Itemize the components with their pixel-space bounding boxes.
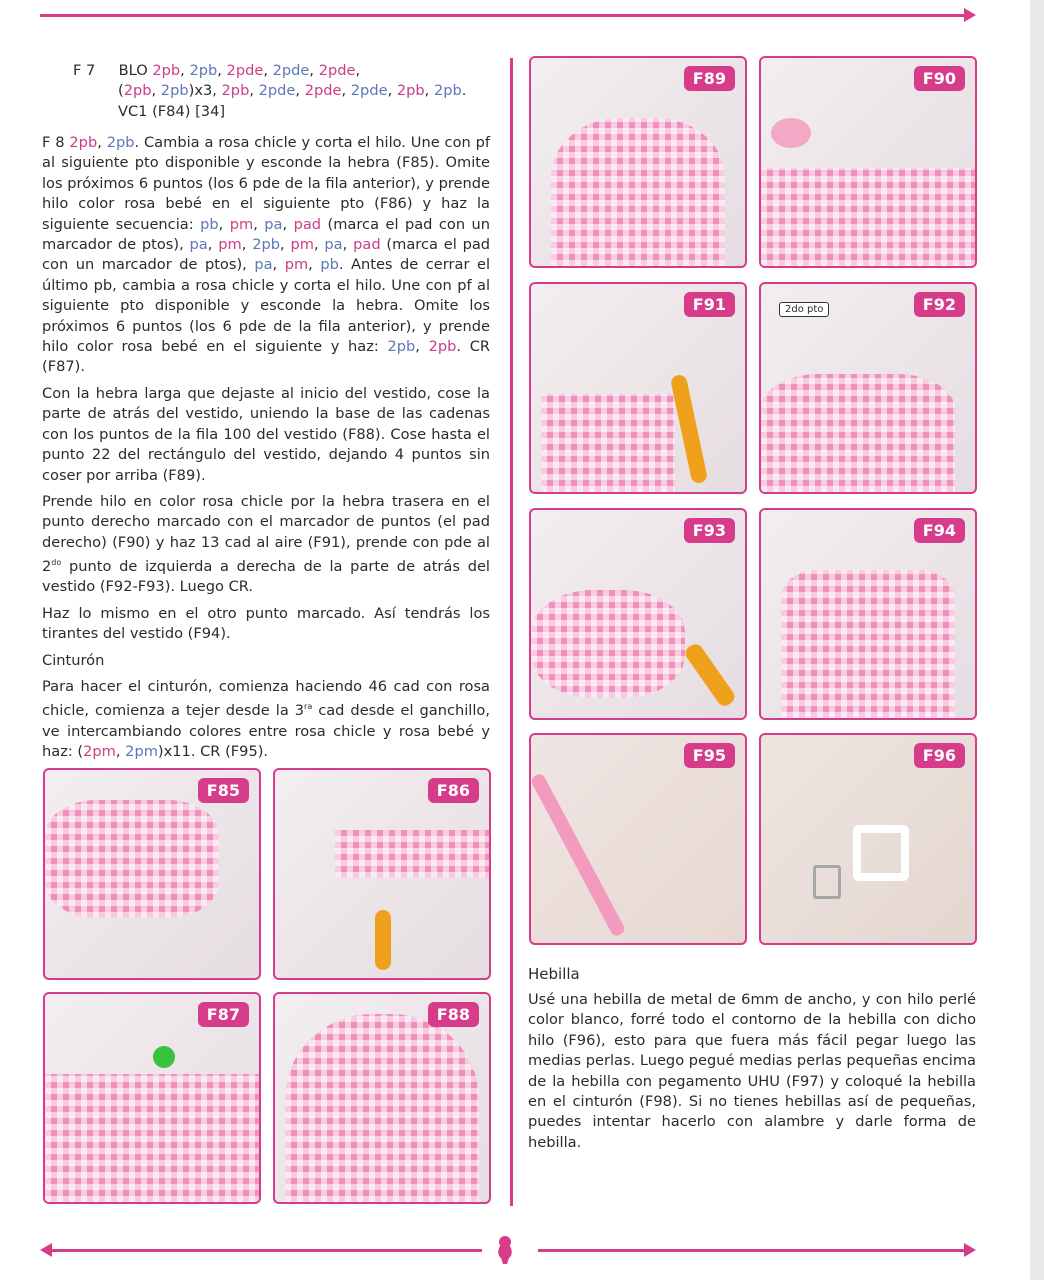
hebilla-text: Usé una hebilla de metal de 6mm de ancho, y con hilo perlé color blanco, forré todo el contorno de la hebilla con dicho hilo (F96), esto para que fuera más fácil pegar luego las medias perlas. Luego pegué medias perlas pequeñas encima de la hebilla con pegamento UHU (F97) y coloqué la hebilla en el cinturón (F98). Si no tienes hebillas así de pequeñas, puedes intentar hacerlo con alambre y darle forma de hebilla. xyxy=(528,991,976,1151)
stitch: 2pde xyxy=(318,62,356,79)
photo-f90 xyxy=(759,56,977,268)
figure-label: F92 xyxy=(914,292,965,317)
stitch: pa xyxy=(264,215,283,233)
figure-label: F89 xyxy=(684,66,735,91)
instructions-text xyxy=(42,133,490,769)
figure-label: F91 xyxy=(684,292,735,317)
figure-label: F90 xyxy=(914,66,965,91)
figure-label: F95 xyxy=(684,743,735,768)
stitch: pad xyxy=(293,215,322,233)
stitch: 2pb xyxy=(69,134,98,151)
top-rule-arrow-icon xyxy=(964,8,976,22)
paragraph-other-strap: Haz lo mismo en el otro punto marcado. Así tendrás los tirantes del vestido (F94). xyxy=(42,604,490,643)
paragraph-sew-back: Con la hebra larga que dejaste al inicio del vestido, cose la parte de atrás del vestido, uniendo la base de las cadenas con los puntos de la fila 100 del vestido (F88). Cose hasta el punto 22 del rectángulo del vestido, dejando 4 puntos sin coser por arriba (F89). xyxy=(42,384,490,484)
stitch: pb xyxy=(200,215,219,233)
text-run: . Cambia a rosa chicle y corta el hilo. Une con pf al siguiente pto disponible y esconde la hebra (F85). Omite los próximos 6 puntos (los 6 pde de la fila anterior), y prende hilo color rosa bebé en el siguiente pto (F86) y haz la siguiente secuencia: xyxy=(42,134,490,233)
figure-label: F86 xyxy=(428,778,479,803)
stitch: 2pb xyxy=(160,82,189,100)
photo-f93 xyxy=(529,508,747,720)
superscript: ra xyxy=(304,702,313,712)
stitch: 2pde xyxy=(350,82,388,100)
paragraph-f8: F 8 2pb, 2pb. Cambia a rosa chicle y corta el hilo. Une con pf al siguiente pto disponible y esconde la hebra (F85). Omite los próximos 6 puntos (los 6 pde de la fila anterior), y prende hilo color rosa bebé en el siguiente pto (F86) y haz la siguiente secuencia: pb, pm, pa, pad (marca el pad con un marcador de ptos), pa, pm, 2pb, pm, pa, pad (marca el pad con un marcador de ptos), pa, pm, pb. Antes de cerrar el último pb, cambia a rosa chicle y corta el hilo. Une con pf al siguiente pto disponible y esconde la hebra. Omite los próximos 6 puntos (los 6 pde de la fila anterior), y prende hilo color rosa bebé en el siguiente y haz: 2pb, 2pb. CR (F87). xyxy=(42,134,491,376)
figure-label: F94 xyxy=(914,518,965,543)
stitch: pm xyxy=(218,236,242,254)
text-run: cad desde el ganchillo, ve intercambiando colores entre rosa chicle y rosa bebé y haz: ( xyxy=(42,702,490,761)
stitch: 2pb xyxy=(152,62,181,79)
photo-f92 xyxy=(759,282,977,494)
stitch: 2pde xyxy=(226,62,264,79)
stitch: 2pm xyxy=(83,743,116,761)
bottom-rule-right-arrow-icon xyxy=(964,1243,976,1257)
stitch: pa xyxy=(254,256,273,274)
stitch: 2pb xyxy=(433,82,462,100)
text-run: punto de izquierda a derecha de la parte de atrás del vestido (F92-F93). Luego CR. xyxy=(42,557,490,596)
stitch: 2pb xyxy=(387,338,416,356)
row-f7-prefix: BLO xyxy=(118,62,153,79)
figure-label: F88 xyxy=(428,1002,479,1027)
stitch: 2pb xyxy=(106,134,135,151)
stitch: 2pde xyxy=(272,62,310,79)
text-run: )x11. CR (F95). xyxy=(157,743,269,761)
bottom-rule-left-arrow-icon xyxy=(40,1243,52,1257)
stitch: pm xyxy=(284,256,309,274)
section-title-cinturon: Cinturón xyxy=(42,651,105,669)
bottom-rule-left xyxy=(52,1249,482,1252)
multiplier: x3 xyxy=(194,82,213,100)
paragraph-belt: Para hacer el cinturón, comienza haciendo 46 cad con rosa chicle, comienza a tejer desde la $3^{ra}$ cad desde el ganchillo, ve intercambiando colores entre rosa chicle y rosa bebé y haz: (2pm, 2pm)x11. CR (F95). xyxy=(42,678,490,761)
photo-f96 xyxy=(759,733,977,945)
stitch: pa xyxy=(324,236,343,254)
stitch: 2pb xyxy=(396,82,425,100)
barbie-silhouette-icon xyxy=(494,1234,516,1264)
text-run: Para hacer el cinturón, comienza haciendo 46 cad con rosa chicle, comienza a tejer desde la 3 xyxy=(42,678,490,720)
annotation-label: 2do pto xyxy=(779,302,829,317)
page-edge-shadow xyxy=(1030,0,1044,1280)
row-f8-label: F 8 xyxy=(42,134,65,151)
stitch: pm xyxy=(229,215,254,233)
photo-f89 xyxy=(529,56,747,268)
photo-f87 xyxy=(43,992,261,1204)
stitch: pb xyxy=(320,256,339,274)
figure-label: F96 xyxy=(914,743,965,768)
stitch: 2pb xyxy=(252,236,280,254)
photo-f95 xyxy=(529,733,747,945)
superscript: do xyxy=(51,558,62,568)
photo-f86 xyxy=(273,768,491,980)
stitch: pad xyxy=(353,236,381,254)
row-f7-label: F 7 xyxy=(73,62,96,79)
text-run: Prende hilo en color rosa chicle por la hebra trasera en el punto derecho marcado con el marcador de puntos (el pad derecho) (F90) y haz 13 cad al aire (F91), prende con pde al 2 xyxy=(42,492,490,575)
text-run: . CR (F87). xyxy=(42,338,491,376)
photo-f91 xyxy=(529,282,747,494)
bottom-rule-right xyxy=(538,1249,964,1252)
stitch: 2pde xyxy=(258,82,296,100)
stitch: 2pde xyxy=(304,82,342,100)
stitch: 2pb xyxy=(221,82,250,100)
text-run: (marca el pad con un marcador de ptos), xyxy=(42,236,491,274)
stitch: pm xyxy=(290,236,314,254)
figure-label: F87 xyxy=(198,1002,249,1027)
figure-label: F93 xyxy=(684,518,735,543)
stitch: 2pb xyxy=(189,62,218,79)
figure-label: F85 xyxy=(198,778,249,803)
top-rule xyxy=(40,14,964,17)
row-f7-closing: VC1 (F84) [34] xyxy=(118,102,226,120)
text-run: . Antes de cerrar el último pb, cambia a rosa chicle y corta el hilo. Une con pf al siguiente pto disponible y esconde la hebra. Omite los próximos 6 puntos (los 6 pde de la fila anterior), y prende hilo color rosa bebé en el siguiente y haz: xyxy=(42,256,491,356)
column-divider xyxy=(510,58,513,1206)
text-run: (marca el pad con un marcador de ptos), xyxy=(42,215,491,254)
row-f7: F 7 BLO 2pb, 2pb, 2pde, 2pde, 2pde, (2pb, 2pb)x3, 2pb, 2pde, 2pde, 2pde, 2pb, 2pb. VC1 (F84) [34] xyxy=(73,62,467,120)
stitch: 2pm xyxy=(125,743,158,761)
photo-f94 xyxy=(759,508,977,720)
stitch: pa xyxy=(189,236,208,254)
stitch: 2pb xyxy=(428,338,457,356)
stitch: 2pb xyxy=(123,82,152,100)
photo-f88 xyxy=(273,992,491,1204)
photo-f85 xyxy=(43,768,261,980)
section-title-hebilla: Hebilla xyxy=(528,965,580,983)
paragraph-straps xyxy=(42,492,490,598)
